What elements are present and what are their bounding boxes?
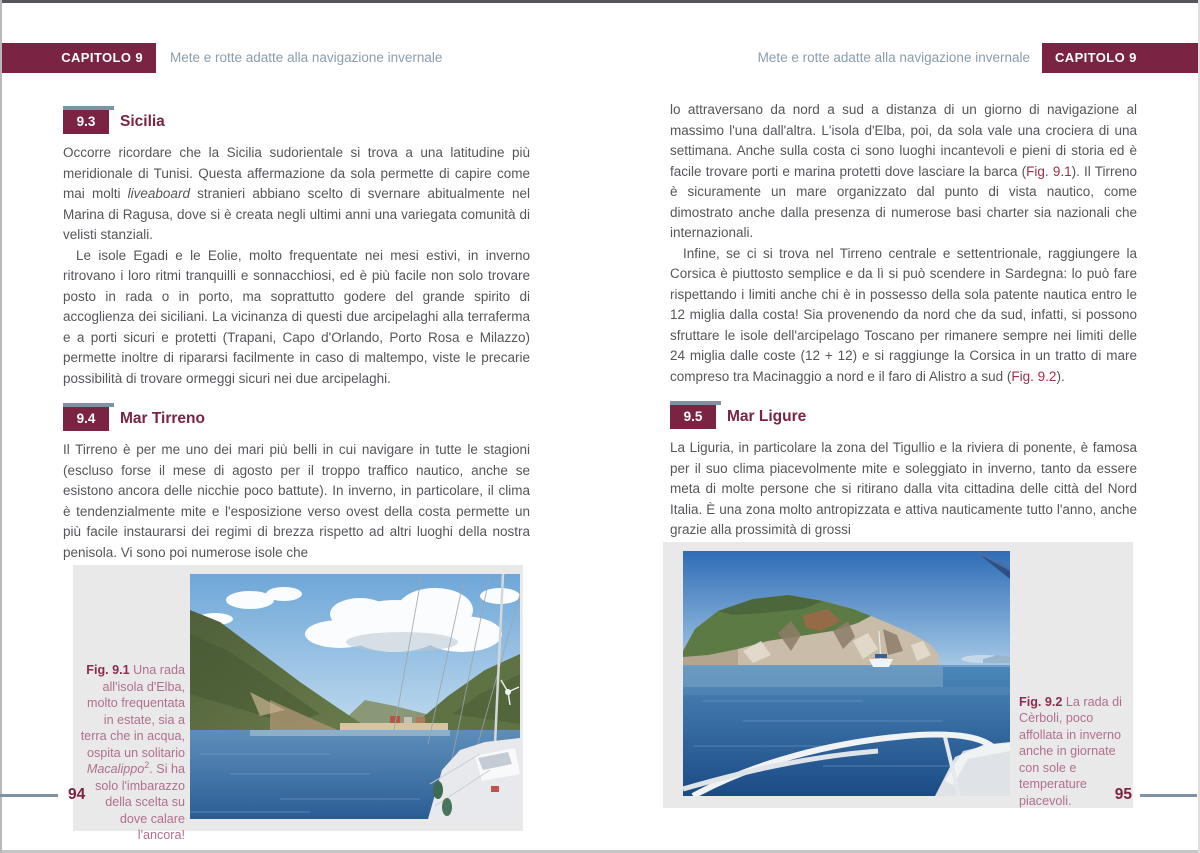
paragraph-text: ). Il Tirreno è sicuramente un mare organizzato dal punto di vista nautico, come dimostrato anche dalla presenza di numerose basi charter sia nazionali che internazionali. [670, 163, 1137, 240]
paragraph-sicilia-2: Le isole Egadi e le Eolie, molto frequentate nei mesi estivi, in inverno ritrovano i loro ritmi tranquilli e sonnacchiosi, ed è più facile non solo trovare posto in rada o in porto, ma soprattutto godere del grande spirito di accoglienza dei siciliani. La vicinanza di questi due arcipelaghi alla terraferma e a porti sicuri e protetti (Trapani, Capo d'Orlando, Porto Rosa e Milazzo) permette inoltre di ripararsi facilmente in caso di maltempo, viste le precarie possibilità di trovare ormeggi sicuri nei due arcipelaghi. [63, 247, 530, 386]
section-9-5-heading [670, 401, 1137, 429]
cerboli-cove-photo [683, 551, 1010, 796]
caption-text: . Si ha solo l'imbarazzo della scelta su dove calare l'ancora! [95, 762, 185, 842]
section-9-4-heading [63, 403, 530, 431]
section-title: Mar Ligure [727, 408, 807, 425]
figure-reference: Fig. 9.2 [1011, 368, 1057, 384]
figure-label: Fig. 9.2 [1019, 694, 1063, 709]
section-number: 9.4 [63, 407, 109, 431]
figure-9-2-panel [663, 542, 1133, 808]
paragraph-text: Occorre ricordare che la Sicilia sudorientale si trova a una latitudine più meridionale di Tunisi. Questa affermazione da sola permette di capire come mai molti [63, 145, 530, 201]
figure-label: Fig. 9.1 [86, 663, 130, 677]
running-title-right: Mete e rotte adatte alla navigazione invernale [757, 50, 1030, 65]
figure-9-1-panel [73, 565, 523, 842]
page-edge-top [0, 0, 1200, 3]
page-edge-left [0, 0, 2, 853]
paragraph-text: lo attraversano da nord a sud a distanza di un giorno di navigazione al massimo l'una dall'altra. L'isola d'Elba, poi, da sola vale una crociera di una settimana. Anche sulla costa ci sono luoghi incantevoli e pieni di storia ed è facile trovare porti e marina protetti dove lasciare la barca ( [670, 102, 1137, 179]
paragraph-tirreno-3 [670, 244, 1137, 388]
figure-reference: Fig. 9.1 [1026, 163, 1072, 179]
paragraph-text: stranieri abbiano scelto di svernare abitualmente nel Marina di Ragusa, dove si è creata negli ultimi anni una variegata comunità di velisti stanziali. [63, 186, 530, 242]
page-number-right: 95 [1114, 786, 1132, 803]
paragraph-text: Infine, se ci si trova nel Tirreno centrale e settentrionale, raggiungere la Corsica è piuttosto semplice e da lì si può scendere in Sardegna: lo può fare rispettando i limiti anche chi è in possesso della sola patente nautica entro le 12 miglia dalla costa! Sia provenendo da nord che da sud, infatti, si possono sfruttare le isole dell'arcipelago Toscano per rimanere sempre nei limiti delle 24 miglia dalle coste (12 + 12) e si raggiunge la Corsica in un tratto di mare compreso tra Macinaggio a nord e il faro di Alistro a sud ( [670, 245, 1137, 384]
elba-bay-photo [190, 574, 520, 819]
footer-rule-right [1140, 794, 1197, 797]
right-page-column [670, 100, 1137, 808]
paragraph-ligure-1: La Liguria, in particolare la zona del Tigullio e la riviera di ponente, è famosa per il suo clima piacevolmente mite e soleggiato in inverno, tanto da essere meta di molte persone che si ritirano dalla vita cittadina delle città del Nord Italia. È una zona molto antropizzata e attiva nauticamente tutto l'anno, anche grazie alla prossimità di grossi [670, 440, 1137, 537]
page-number-left: 94 [68, 786, 86, 803]
caption-text: Una rada all'isola d'Elba, molto frequentata in estate, sia a terra che in acqua, ospita un solitario [80, 663, 185, 760]
section-number: 9.5 [670, 405, 716, 429]
paragraph-tirreno-2 [670, 100, 1137, 244]
section-number: 9.3 [63, 110, 109, 134]
chapter-label-right: CAPITOLO 9 [1042, 43, 1198, 73]
paragraph-tirreno-1: Il Tirreno è per me uno dei mari più belli in cui navigare in tutte le stagioni (escluso forse il mese di agosto per il troppo traffico nautico, anche se esistono ancora delle nicchie poco battute). In inverno, in particolare, il clima è tendenzialmente mite e l'esposizione verso ovest della costa permette un più facile instaurarsi dei regimi di brezza rispetto ad altri luoghi della nostra penisola. Vi sono poi numerose isole che [63, 442, 530, 560]
caption-text: La rada di Cèrboli, poco affollata in inverno anche in giornate con sole e temperature piacevoli. [1019, 694, 1122, 808]
paragraph-text: ). [1056, 368, 1065, 384]
figure-9-1-caption [79, 662, 185, 844]
footer-rule-left [0, 794, 58, 797]
running-title-left: Mete e rotte adatte alla navigazione invernale [170, 50, 443, 65]
figure-9-2-caption [1019, 694, 1123, 810]
section-9-3-heading [63, 106, 530, 134]
chapter-label-left: CAPITOLO 9 [2, 43, 156, 73]
italic-term: liveaboard [127, 186, 190, 201]
section-title: Mar Tirreno [120, 410, 205, 427]
left-page-column [63, 106, 530, 842]
caption-italic: Macalippo [86, 762, 145, 776]
paragraph-sicilia-1 [63, 143, 530, 246]
section-title: Sicilia [120, 113, 165, 130]
footnote-marker: 2 [144, 759, 150, 770]
